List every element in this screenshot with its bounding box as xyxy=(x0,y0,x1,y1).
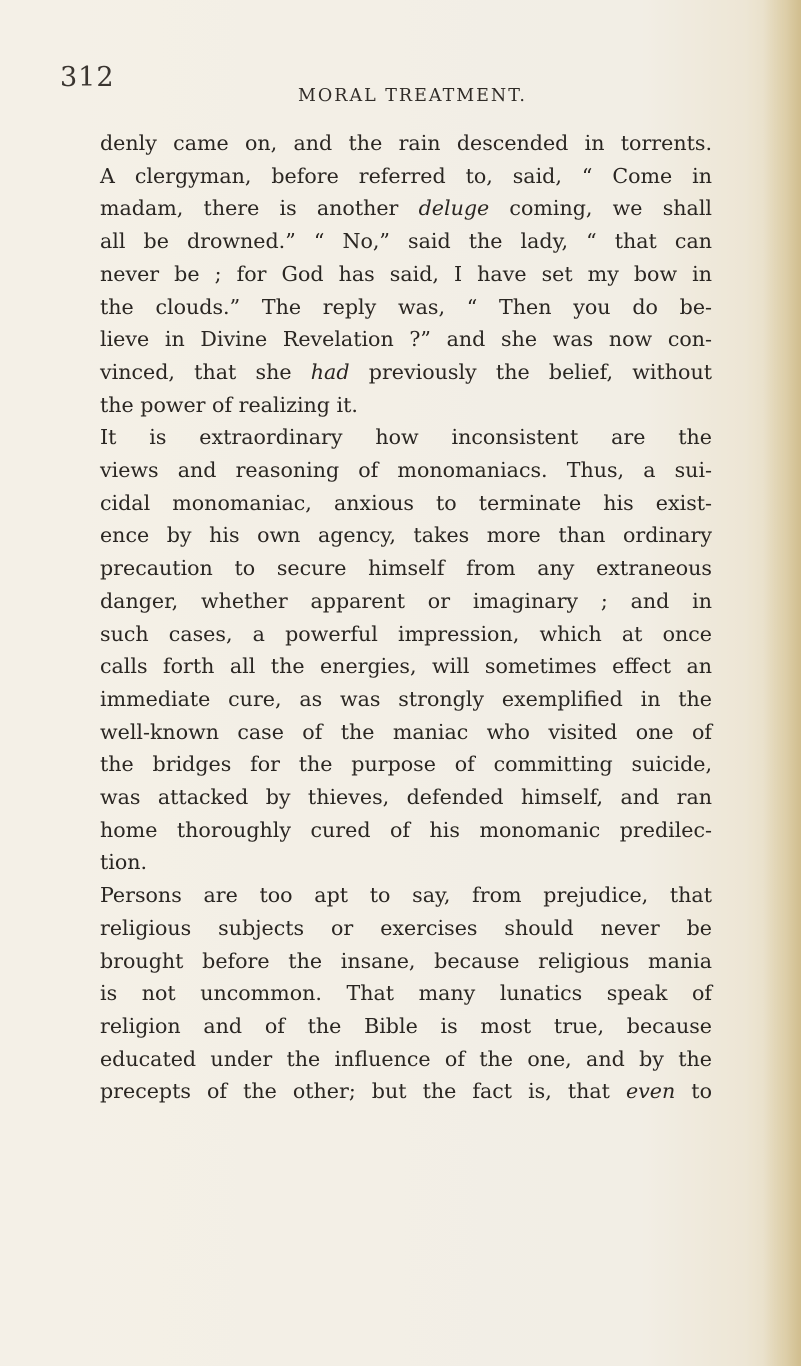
page-edge-shading xyxy=(763,0,801,1366)
italic-word: even xyxy=(625,1079,676,1104)
italic-word: had xyxy=(310,359,350,384)
running-title: MORAL TREATMENT. xyxy=(298,86,527,106)
text-line: views and reasoning of monomaniacs. Thus, a sui- xyxy=(100,458,712,483)
paragraph-end-line: tion. xyxy=(100,850,148,875)
text-line: lieve in Divine Revelation ?” and she was now con- xyxy=(100,327,712,352)
text-line: religion and of the Bible is most true, because xyxy=(100,1013,712,1038)
text-line: precaution to secure himself from any extraneous xyxy=(100,556,712,581)
text-line: A clergyman, before referred to, said, “ Come in xyxy=(100,163,712,188)
page-number: 312 xyxy=(60,62,115,93)
text-line: such cases, a powerful impression, which at once xyxy=(100,621,712,646)
paragraph-start-line: Persons are too apt to say, from prejudice, that xyxy=(100,883,712,908)
text-line: home thoroughly cured of his monomanic predilec- xyxy=(100,817,712,842)
text-line: was attacked by thieves, defended himself, and ran xyxy=(100,785,712,810)
text-line: the bridges for the purpose of committing suicide, xyxy=(100,752,712,777)
text-line: religious subjects or exercises should never be xyxy=(100,915,712,940)
italic-word: deluge xyxy=(418,196,490,221)
text-line: the clouds.” The reply was, “ Then you do be- xyxy=(100,294,712,319)
text-line: never be ; for God has said, I have set my bow in xyxy=(100,261,712,286)
body-text xyxy=(100,127,712,1108)
text-line: well-known case of the maniac who visited one of xyxy=(100,719,712,744)
text-line: cidal monomaniac, anxious to terminate his exist- xyxy=(100,490,712,515)
text-line: brought before the insane, because religious mania xyxy=(100,948,712,973)
text-line: vinced, that she had previously the belief, without xyxy=(100,359,712,384)
paragraph-start-line: It is extraordinary how inconsistent are the xyxy=(100,425,712,450)
text-line: all be drowned.” “ No,” said the lady, “ that can xyxy=(100,229,712,254)
text-line: is not uncommon. That many lunatics speak of xyxy=(100,981,712,1006)
paragraph-end-line: the power of realizing it. xyxy=(100,392,358,417)
page-header xyxy=(0,62,801,106)
text-line: immediate cure, as was strongly exemplified in the xyxy=(100,686,712,711)
text-line: calls forth all the energies, will sometimes effect an xyxy=(100,654,712,679)
text-line: denly came on, and the rain descended in torrents. xyxy=(100,131,712,155)
text-line: educated under the influence of the one, and by the xyxy=(100,1046,712,1071)
text-line: madam, there is another deluge coming, we shall xyxy=(100,196,712,221)
text-line: danger, whether apparent or imaginary ; and in xyxy=(100,588,712,613)
text-line: precepts of the other; but the fact is, that even to xyxy=(100,1079,712,1104)
text-line: ence by his own agency, takes more than ordinary xyxy=(100,523,712,548)
